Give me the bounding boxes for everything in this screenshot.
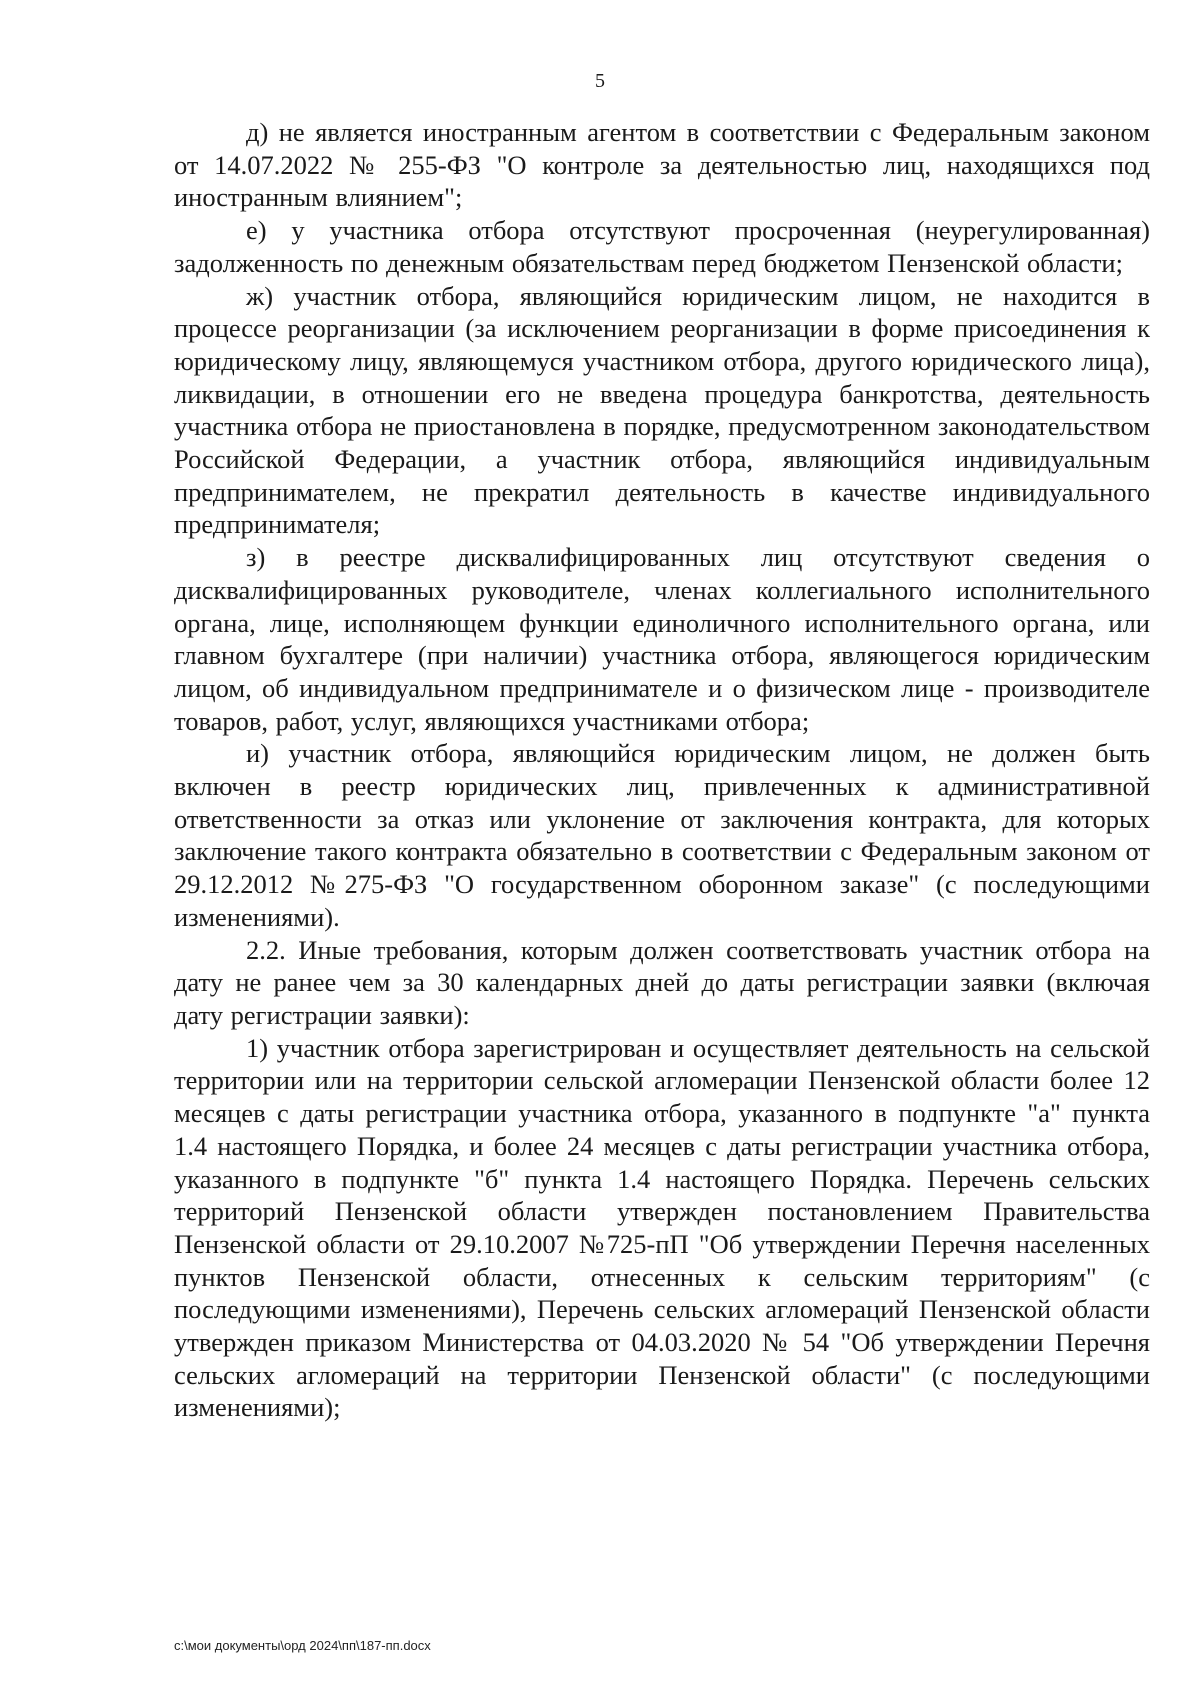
page-number: 5 — [595, 70, 605, 92]
paragraph-e: е) у участника отбора отсутствуют просроченная (неурегулированная) задолженность по денежным обязательствам перед бюджетом Пензенской области; — [174, 215, 1150, 278]
paragraph-item-1: 1) участник отбора зарегистрирован и осуществляет деятельность на сельской территории или на территории сельской агломерации Пензенской области более 12 месяцев с даты регистрации участника отбора, указанного в подпункте "а" пункта 1.4 настоящего Порядка, и более 24 месяцев с даты регистрации участника отбора, указанного в подпункте "б" пункта 1.4 настоящего Порядка. Перечень сельских территорий Пензенской области утвержден постановлением Правительства Пензенской области от 29.10.2007 №725-пП "Об утверждении Перечня населенных пунктов Пензенской области, отнесенных к сельским территориям" (с последующими изменениями), Перечень сельских агломераций Пензенской области утвержден приказом Министерства от 04.03.2020 № 54 "Об утверждении Перечня сельских агломераций на территории Пензенской области" (с последующими изменениями); — [174, 1032, 1150, 1423]
paragraph-zh: ж) участник отбора, являющийся юридическим лицом, не находится в процессе реорганизации (за исключением реорганизации в форме присоединения к юридическому лицу, являющемуся участником отбора, другого юридического лица), ликвидации, в отношении его не введена процедура банкротства, деятельность участника отбора не приостановлена в порядке, предусмотренном законодательством Российской Федерации, а участник отбора, являющийся индивидуальным предпринимателем, не прекратил деятельность в качестве индивидуального предпринимателя; — [174, 280, 1150, 540]
paragraph-i: и) участник отбора, являющийся юридическим лицом, не должен быть включен в реестр юридических лиц, привлеченных к административной ответственности за отказ или уклонение от заключения контракта, для которых заключение такого контракта обязательно в соответствии с Федеральным законом от 29.12.2012 №275-ФЗ "О государственном оборонном заказе" (с последующими изменениями). — [174, 738, 1150, 932]
footer-file-path: c:\мои документы\орд 2024\пп\187-пп.docx — [174, 1638, 431, 1653]
paragraph-d: д) не является иностранным агентом в соответствии с Федеральным законом от 14.07.2022 № 255-ФЗ "О контроле за деятельностью лиц, находящихся под иностранным влиянием"; — [174, 117, 1150, 213]
paragraph-2-2: 2.2. Иные требования, которым должен соответствовать участник отбора на дату не ранее чем за 30 календарных дней до даты регистрации заявки (включая дату регистрации заявки): — [174, 934, 1150, 1030]
paragraph-z: з) в реестре дисквалифицированных лиц отсутствуют сведения о дисквалифицированных руководителе, членах коллегиального исполнительного органа, лице, исполняющем функции единоличного исполнительного органа, или главном бухгалтере (при наличии) участника отбора, являющегося юридическим лицом, об индивидуальном предпринимателе и о физическом лице - производителе товаров, работ, услуг, являющихся участниками отбора; — [174, 542, 1150, 736]
document-body — [174, 116, 1150, 1424]
